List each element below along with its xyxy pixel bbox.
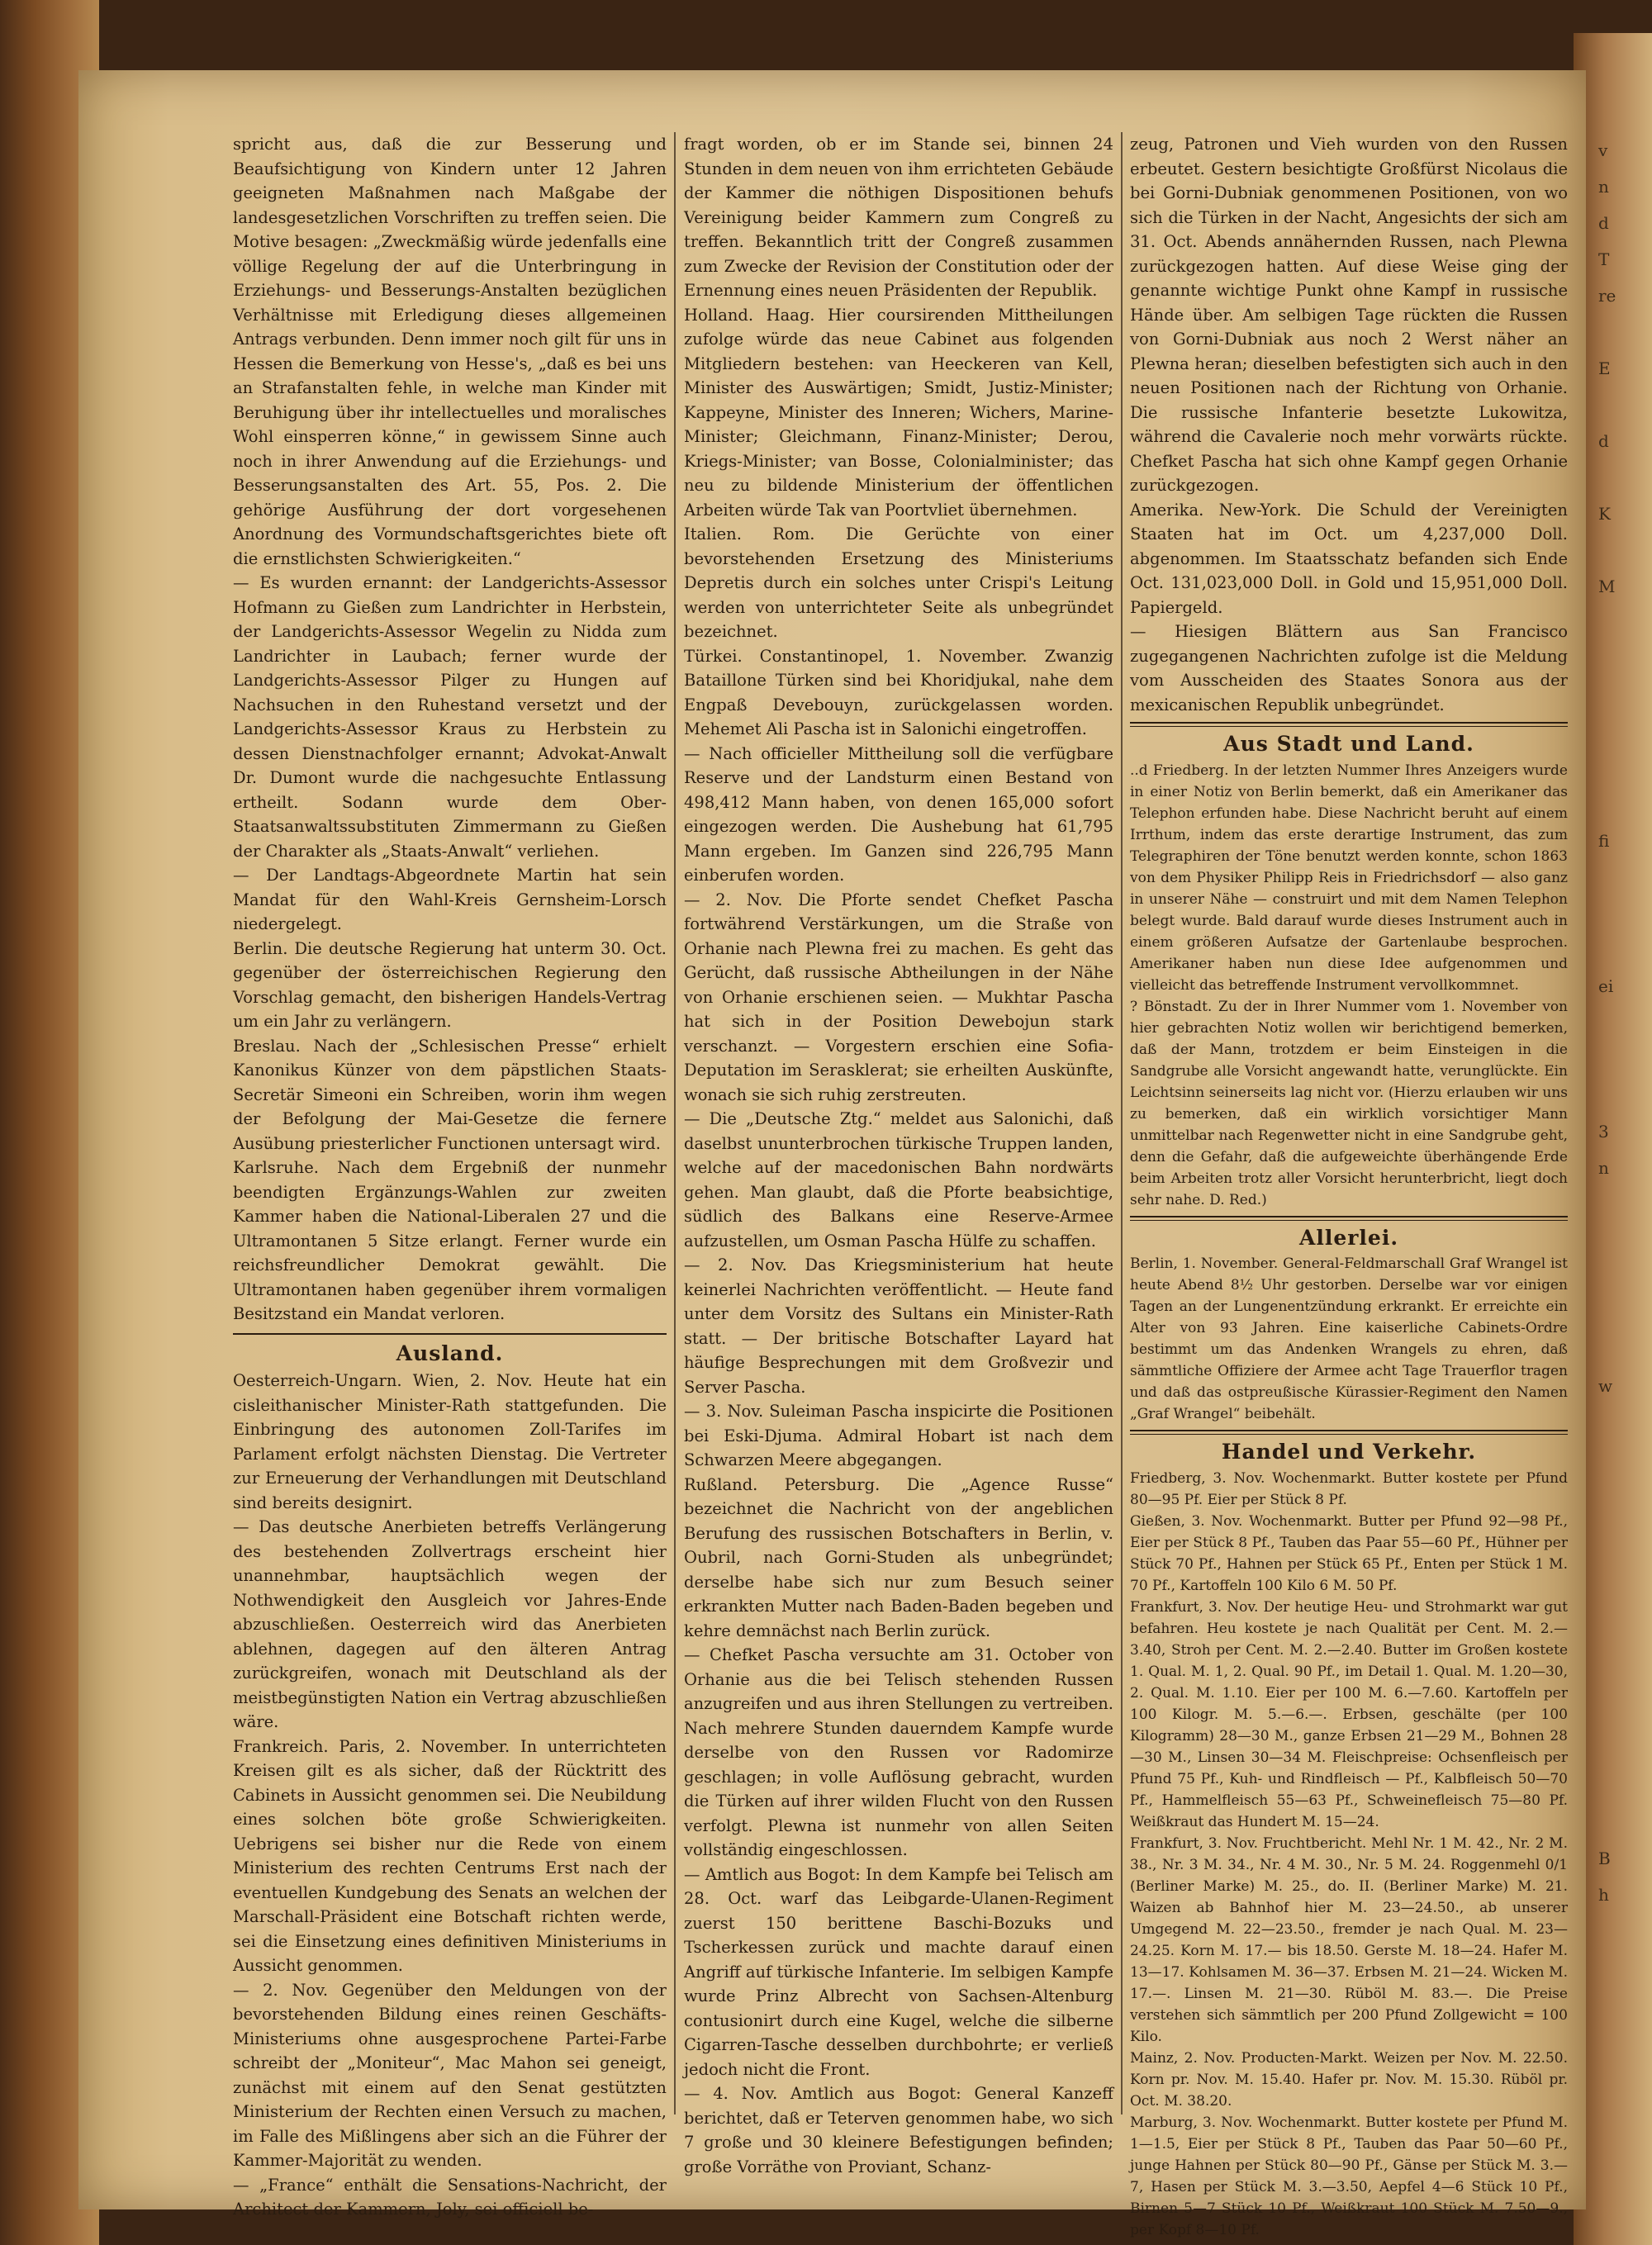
paragraph: Frankfurt, 3. Nov. Der heutige Heu- und Strohmarkt war gut befahren. Heu kostete je nach Qualität per Cent. M. 2.—3.40, Stroh per Cent. M. 2.—2.40. Butter im Großen kostete 1. Qual. M. 1, 2. Qual. 90 Pf., im Detail 1. Qual. M. 1.20—30, 2. Qual. M. 1.10. Eier per 100 M. 6.—7.60. Kartoffeln per 100 Kilogr. M. 5.—6.—. Erbsen, geschälte (per 100 Kilogramm) 28—30 M., ganze Erbsen 21—29 M., Bohnen 28—30 M., Linsen 30—34 M. Fleischpreise: Ochsenfleisch per Pfund 75 Pf., Kuh- und Rindfleisch — Pf., Kalbfleisch 50—70 Pf., Hammelfleisch 55—63 Pf., Schweinefleisch 75—80 Pf. Weißkraut das Hundert M. 15—24.: [1130, 1598, 1568, 1830]
paragraph: fragt worden, ob er im Stande sei, binnen 24 Stunden in dem neuen von ihm errichteten Gebäude der Kammer die nöthigen Dispositionen behufs Vereinigung beider Kammern zum Congreß zu treffen. Bekanntlich tritt der Congreß zusammen zum Zwecke der Revision der Constitution oder der Ernennung eines neuen Präsidenten der Republik.: [684, 135, 1113, 300]
adjacent-page-text: v n d T re E d K M fi ei 3 n w B h: [1598, 140, 1616, 1905]
paragraph: Holland. Haag. Hier coursirenden Mittheilungen zufolge würde das neue Cabinet aus folgenden Mitgliedern bestehen: van Heeckeren van Kell, Minister des Auswärtigen; Smidt, Justiz-Minister; Kappeyne, Minister des Inneren; Wichers, Marine-Minister; Gleichmann, Finanz-Minister; Derou, Kriegs-Minister; van Bosse, Colonialminister; das neu zu bildende Ministerium der öffentlichen Arbeiten würde Tak van Poortvliet übernehmen.: [684, 305, 1113, 520]
paragraph: ? Bönstadt. Zu der in Ihrer Nummer vom 1. November von hier gebrachten Notiz wollen wir berichtigend bemerken, daß der Mann, trotzdem er beim Einsteigen in die Sandgrube alle Vorsicht angewandt hatte, verunglückte. Ein Leichtsinn seinerseits lag nicht vor. (Hierzu erlauben wir uns zu bemerken, daß ein wirklich vorsichtiger Mann unmittelbar nach Regenwetter nicht in eine Sandgrube geht, denn die Gefahr, daß die aufgeweichte überhängende Erde beim Arbeiten trotz aller Vorsicht herunterbricht, liegt doch sehr nahe. D. Red.): [1130, 998, 1568, 1208]
paragraph: Mainz, 2. Nov. Producten-Markt. Weizen per Nov. M. 22.50. Korn pr. Nov. M. 15.40. Hafer pr. Nov. M. 15.30. Rüböl pr. Oct. M. 38.20.: [1130, 2049, 1568, 2110]
paragraph: Frankreich. Paris, 2. November. In unterrichteten Kreisen gilt es als sicher, daß der Rücktritt des Cabinets in Aussicht genommen sei. Die Neubildung eines solchen böte große Schwierigkeiten. Uebrigens sei bisher nur die Rede von einem Ministerium des rechten Centrums Erst nach der eventuellen Kundgebung des Senats an welchen der Marschall-Präsident eine Botschaft richten werde, sei die Einsetzung eines definitiven Ministeriums in Aussicht genommen.: [233, 1736, 667, 1975]
paragraph: Amerika. New-York. Die Schuld der Vereinigten Staaten hat im Oct. um 4,237,000 Doll. abgenommen. Im Staatsschatz befanden sich Ende Oct. 131,023,000 Doll. in Gold und 15,951,000 Doll. Papiergeld.: [1130, 500, 1568, 617]
paragraph: Berlin. Die deutsche Regierung hat unterm 30. Oct. gegenüber der österreichischen Regierung den Vorschlag gemacht, den bisherigen Handels-Vertrag um ein Jahr zu verlängern.: [233, 938, 667, 1031]
column-3: [1130, 132, 1568, 2238]
paragraph: Marburg, 3. Nov. Wochenmarkt. Butter kostete per Pfund M. 1—1.5, Eier per Stück 8 Pf., Tauben das Paar 50—60 Pf., junge Hahnen per Stück 80—90 Pf., Gänse per Stück M. 3.—7, Hasen per Stück M. 3.—3.50, Aepfel 4—6 Stück 10 Pf., Birnen 5—7 Stück 10 Pf., Weißkraut 100 Stück M. 7.50—9., per Kopf 8—10 Pf.: [1130, 2114, 1568, 2238]
column-rule-1: [674, 132, 676, 2114]
paragraph: — 2. Nov. Die Pforte sendet Chefket Pascha fortwährend Verstärkungen, um die Straße von Orhanie nach Plewna frei zu machen. Es geht das Gerücht, daß russische Abtheilungen in der Nähe von Orhanie erschienen seien. — Mukhtar Pascha hat sich in der Position Dewebojun stark verschanzt. — Vorgestern erschien eine Sofia-Deputation im Serasklerat; sie erheilten Auskünfte, wonach sie sich ruhig zerstreuten.: [684, 890, 1113, 1104]
paragraph: ..d Friedberg. In der letzten Nummer Ihres Anzeigers wurde in einer Notiz von Berlin bemerkt, daß ein Amerikaner das Telephon erfunden habe. Diese Nachricht beruht auf einem Irrthum, indem das erste derartige Instrument, das zum Telegraphiren der Töne benutzt werden konnte, schon 1863 von dem Physiker Philipp Reis in Friedrichsdorf — also ganz in unserer Nähe — construirt und mit dem Namen Telephon belegt wurde. Bald darauf wurde dieses Instrument auch in einem größeren Aufsatze der Gartenlaube besprochen. Amerikaner haben nun diese Idee aufgenommen und vielleicht das betreffende Instrument vervollkommnet.: [1130, 762, 1568, 994]
paragraph: — Die „Deutsche Ztg.“ meldet aus Salonichi, daß daselbst ununterbrochen türkische Truppen landen, welche auf der macedonischen Bahn nordwärts gehen. Man glaubt, daß die Pforte beabsichtige, südlich des Balkans eine Reserve-Armee aufzustellen, um Osman Pascha Hülfe zu schaffen.: [684, 1109, 1113, 1251]
paragraph: — Hiesigen Blättern aus San Francisco zugegangenen Nachrichten zufolge ist die Meldung vom Ausscheiden des Staates Sonora aus der mexicanischen Republik unbegründet.: [1130, 622, 1568, 714]
paragraph: zeug, Patronen und Vieh wurden von den Russen erbeutet. Gestern besichtigte Großfürst Nicolaus die bei Gorni-Dubniak genommenen Positionen, von wo sich die Türken in der Nacht, Angesichts der sich am 31. Oct. Abends annähernden Russen, nach Plewna zurückgezogen hatten. Auf diese Weise ging der genannte wichtige Punkt ohne Kampf in russische Hände über. Am selbigen Tage rückten die Russen von Gorni-Dubniak aus noch 2 Werst näher an Plewna heran; dieselben befestigten sich auch in den neuen Positionen nach der Richtung von Orhanie. Die russische Infanterie besetzte Lukowitza, während die Cavalerie noch mehr vorwärts rückte. Chefket Pascha hat sich ohne Kampf gegen Orhanie zurückgezogen.: [1130, 135, 1568, 495]
paragraph: Gießen, 3. Nov. Wochenmarkt. Butter per Pfund 92—98 Pf., Eier per Stück 8 Pf., Tauben das Paar 55—60 Pf., Hühner per Stück 70 Pf., Hahnen per Stück 65 Pf., Enten per Stück 1 M. 70 Pf., Kartoffeln 100 Kilo 6 M. 50 Pf.: [1130, 1512, 1568, 1594]
paragraph: — Chefket Pascha versuchte am 31. October von Orhanie aus die bei Telisch stehenden Russen anzugreifen und aus ihren Stellungen zu vertreiben. Nach mehrere Stunden dauerndem Kampfe wurde derselbe von den Russen vor Radomirze geschlagen; in volle Auflösung gebracht, wurden die Türken auf ihrer wilden Flucht von den Russen verfolgt. Plewna ist nunmehr von allen Seiten vollständig eingeschlossen.: [684, 1645, 1113, 1859]
paragraph: — Es wurden ernannt: der Landgerichts-Assessor Hofmann zu Gießen zum Landrichter in Herbstein, der Landgerichts-Assessor Wegelin zu Nidda zum Landrichter in Laubach; ferner wurde der Landgerichts-Assessor Pilger zu Hungen auf Nachsuchen in den Ruhestand versetzt und der Landgerichts-Assessor Kraus zu Herbstein zu dessen Dienstnachfolger ernannt; Advokat-Anwalt Dr. Dumont wurde die nachgesuchte Entlassung ertheilt. Sodann wurde dem Ober-Staatsanwaltssubstituten Zimmermann zu Gießen der Charakter als „Staats-Anwalt“ verliehen.: [233, 573, 667, 861]
paragraph: — 2. Nov. Gegenüber den Meldungen von der bevorstehenden Bildung eines reinen Geschäfts-Ministeriums ohne ausgesprochene Partei-Farbe schreibt der „Moniteur“, Mac Mahon sei geneigt, zunächst mit einem auf den Senat gestützten Ministerium der Rechten einen Versuch zu machen, im Falle des Mißlingens aber sich an die Führer der Kammer-Majorität zu wenden.: [233, 1980, 667, 2170]
section-heading-ausland: Ausland.: [396, 1341, 504, 1365]
paragraph: Italien. Rom. Die Gerüchte von einer bevorstehenden Ersetzung des Ministeriums Depretis durch ein solches unter Crispi's Leitung werden von unterrichteter Seite als unbegründet bezeichnet.: [684, 524, 1113, 641]
section-rule: [1130, 1216, 1568, 1221]
section-rule: [1130, 1430, 1568, 1435]
paragraph: Berlin, 1. November. General-Feldmarschall Graf Wrangel ist heute Abend 8½ Uhr gestorben. Derselbe war vor einigen Tagen an der Lungenentzündung erkrankt. Er erreichte ein Alter von 93 Jahren. Eine kaiserliche Cabinets-Ordre bestimmt um das Andenken Wrangels zu ehren, daß sämmtliche Offiziere der Armee acht Tage Trauerflor tragen und daß das ostpreußische Kürassier-Regiment den Namen „Graf Wrangel“ beibehält.: [1130, 1255, 1568, 1422]
paragraph: Breslau. Nach der „Schlesischen Presse“ erhielt Kanonikus Künzer von dem päpstlichen Staats-Secretär Simeoni ein Schreiben, worin ihm wegen der Befolgung der Mai-Gesetze die fernere Ausübung priesterlicher Functionen untersagt wird.: [233, 1036, 667, 1153]
paragraph: Friedberg, 3. Nov. Wochenmarkt. Butter kostete per Pfund 80—95 Pf. Eier per Stück 8 Pf.: [1130, 1469, 1568, 1508]
paragraph: — 3. Nov. Suleiman Pascha inspicirte die Positionen bei Eski-Djuma. Admiral Hobart ist nach dem Schwarzen Meere abgegangen.: [684, 1402, 1113, 1469]
column-rule-2: [1121, 132, 1123, 2114]
section-rule: [233, 1333, 667, 1335]
paragraph: — „France“ enthält die Sensations-Nachricht, der Architect der Kammern, Joly, sei officiell be-: [233, 2175, 667, 2219]
section-heading-allerlei: Allerlei.: [1298, 1225, 1399, 1250]
column-2: [684, 132, 1113, 2176]
paragraph: — Der Landtags-Abgeordnete Martin hat sein Mandat für den Wahl-Kreis Gernsheim-Lorsch niedergelegt.: [233, 866, 667, 933]
section-heading-stadt-und-land: Aus Stadt und Land.: [1223, 732, 1474, 756]
paragraph: — 2. Nov. Das Kriegsministerium hat heute keinerlei Nachrichten veröffentlicht. — Heute fand unter dem Vorsitz des Sultans ein Minister-Rath statt. — Der britische Botschafter Layard hat häufige Besprechungen mit dem Großvezir und Server Pascha.: [684, 1255, 1113, 1397]
paragraph: Türkei. Constantinopel, 1. November. Zwanzig Bataillone Türken sind bei Khoridjukal, nahe dem Engpaß Devebouyn, zurückgelassen worden. Mehemet Ali Pascha ist in Salonichi eingetroffen.: [684, 646, 1113, 738]
paragraph: Frankfurt, 3. Nov. Fruchtbericht. Mehl Nr. 1 M. 42., Nr. 2 M. 38., Nr. 3 M. 34., Nr. 4 M. 30., Nr. 5 M. 24. Roggenmehl 0/1 (Berliner Marke) M. 25., do. II. (Berliner Marke) M. 21. Waizen ab Bahnhof hier M. 23—24.50., ab unserer Umgegend M. 22—23.50., fremder je nach Qual. M. 23—24.25. Korn M. 17.— bis 18.50. Gerste M. 18—24. Hafer M. 13—17. Kohlsamen M. 36—37. Erbsen M. 21—24. Wicken M. 17.—. Linsen M. 21—30. Rüböl M. 83.—. Die Preise verstehen sich sämmtlich per 200 Pfund Zollgewicht = 100 Kilo.: [1130, 1834, 1568, 2045]
paragraph: Rußland. Petersburg. Die „Agence Russe“ bezeichnet die Nachricht von der angeblichen Berufung des russischen Botschafters in Berlin, v. Oubril, nach Gorni-Studen als unbegründet; derselbe habe sich nur zum Besuch seiner erkrankten Mutter nach Baden-Baden begeben und kehre demnächst nach Berlin zurück.: [684, 1474, 1113, 1640]
paragraph: Karlsruhe. Nach dem Ergebniß der nunmehr beendigten Ergänzungs-Wahlen zur zweiten Kammer haben die National-Liberalen 27 und die Ultramontanen 5 Sitze erlangt. Ferner wurde ein reichsfreundlicher Demokrat gewählt. Die Ultramontanen haben gegenüber ihrem vormaligen Besitzstand ein Mandat verloren.: [233, 1158, 667, 1323]
paragraph: spricht aus, daß die zur Besserung und Beaufsichtigung von Kindern unter 12 Jahren geeigneten Maßnahmen nach Maßgabe der landesgesetzlichen Vorschriften zu treffen seien. Die Motive besagen: „Zweckmäßig würde jedenfalls eine völlige Regelung der auf die Unterbringung in Erziehungs- und Besserungs-Anstalten bezüglichen Verhältnisse mit Erledigung dieses allgemeinen Antrags verbunden. Denn immer noch gilt für uns in Hessen die Bemerkung von Hesse's, „daß es bei uns an Strafanstalten fehle, in welche man Kinder mit Beruhigung über ihr intellectuelles und moralisches Wohl einsperren könne,“ in gewissem Sinne auch noch in ihrer Anwendung auf die Erziehungs- und Besserungsanstalten des Art. 55, Pos. 2. Die gehörige Ausführung der dort vorgesehenen Anordnung des Vormundschaftsgerichtes biete oft die ernstlichsten Schwierigkeiten.“: [233, 135, 667, 568]
paragraph: — 4. Nov. Amtlich aus Bogot: General Kanzeff berichtet, daß er Teterven genommen habe, wo sich 7 große und 30 kleinere Befestigungen befinden; große Vorräthe von Proviant, Schanz-: [684, 2084, 1113, 2176]
paragraph: — Amtlich aus Bogot: In dem Kampfe bei Telisch am 28. Oct. warf das Leibgarde-Ulanen-Regiment zuerst 150 berittene Baschi-Bozuks und Tscherkessen zurück und machte darauf einen Angriff auf türkische Infanterie. Im selbigen Kampfe wurde Prinz Albrecht von Sachsen-Altenburg contusionirt durch eine Kugel, welche die silberne Cigarren-Tasche desselben durchbohrte; er verließ jedoch nicht die Front.: [684, 1864, 1113, 2079]
paragraph: — Das deutsche Anerbieten betreffs Verlängerung des bestehenden Zollvertrags erscheint hier unannehmbar, hauptsächlich wegen der Nothwendigkeit den Ausgleich vor Jahres-Ende abzuschließen. Oesterreich wird das Anerbieten ablehnen, dagegen auf den älteren Antrag zurückgreifen, wonach mit Deutschland als der meistbegünstigten Nation ein Vertrag abzuschließen wäre.: [233, 1517, 667, 1731]
paragraph: — Nach officieller Mittheilung soll die verfügbare Reserve und der Landsturm einen Bestand von 498,412 Mann haben, von denen 165,000 sofort eingezogen werden. Die Aushebung hat 61,795 Mann ergeben. Im Ganzen sind 226,795 Mann einberufen worden.: [684, 743, 1113, 885]
section-rule: [1130, 722, 1568, 727]
section-heading-handel: Handel und Verkehr.: [1221, 1440, 1477, 1464]
paragraph: Oesterreich-Ungarn. Wien, 2. Nov. Heute hat ein cisleithanischer Minister-Rath stattgefunden. Die Einbringung des autonomen Zoll-Tarifes im Parlament erfolgt nächsten Dienstag. Die Vertreter zur Erneuerung der Verhandlungen mit Deutschland sind bereits designirt.: [233, 1371, 667, 1512]
column-1: [233, 132, 667, 2219]
